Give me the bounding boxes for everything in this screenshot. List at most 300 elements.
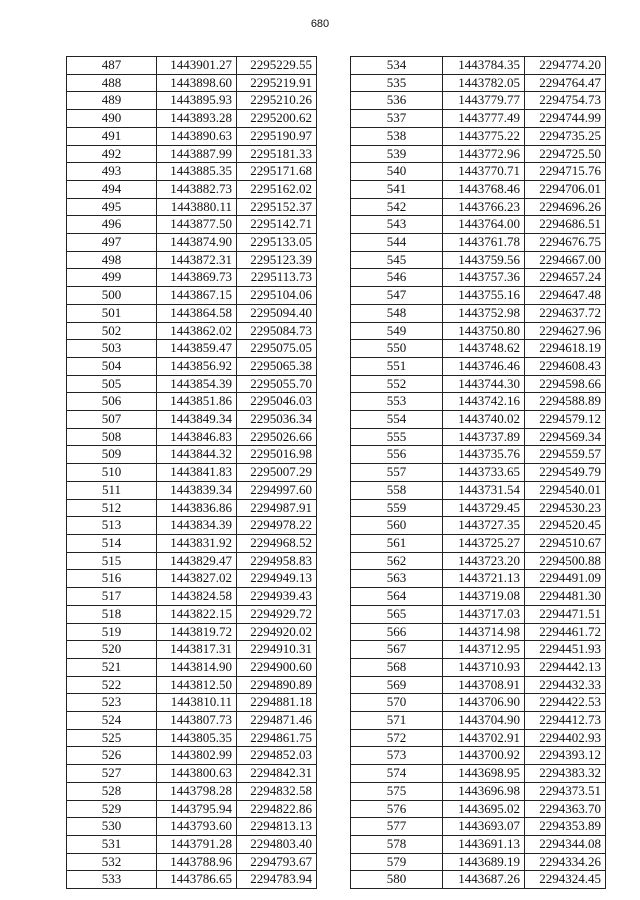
y-coordinate-cell: 2294754.73 <box>525 92 606 110</box>
y-coordinate-cell: 2294813.13 <box>237 818 317 836</box>
point-id-cell: 494 <box>67 180 157 198</box>
point-id-cell: 495 <box>67 198 157 216</box>
table-row <box>351 411 606 429</box>
x-coordinate-cell: 1443755.16 <box>443 287 525 305</box>
table-row <box>67 552 317 570</box>
x-coordinate-cell: 1443777.49 <box>443 110 525 128</box>
point-id-cell: 574 <box>351 765 443 783</box>
point-id-cell: 563 <box>351 570 443 588</box>
x-coordinate-cell: 1443742.16 <box>443 393 525 411</box>
x-coordinate-cell: 1443798.28 <box>157 782 237 800</box>
table-row <box>67 127 317 145</box>
table-row <box>351 835 606 853</box>
table-row <box>67 198 317 216</box>
point-id-cell: 497 <box>67 234 157 252</box>
x-coordinate-cell: 1443829.47 <box>157 552 237 570</box>
table-row <box>351 871 606 889</box>
table-row <box>351 145 606 163</box>
x-coordinate-cell: 1443695.02 <box>443 800 525 818</box>
point-id-cell: 500 <box>67 287 157 305</box>
y-coordinate-cell: 2294569.34 <box>525 428 606 446</box>
y-coordinate-cell: 2294481.30 <box>525 588 606 606</box>
table-row <box>67 835 317 853</box>
point-id-cell: 509 <box>67 446 157 464</box>
x-coordinate-cell: 1443880.11 <box>157 198 237 216</box>
y-coordinate-cell: 2295104.06 <box>237 287 317 305</box>
point-id-cell: 510 <box>67 464 157 482</box>
y-coordinate-cell: 2295229.55 <box>237 57 317 75</box>
x-coordinate-cell: 1443687.26 <box>443 871 525 889</box>
y-coordinate-cell: 2294344.08 <box>525 835 606 853</box>
y-coordinate-cell: 2294676.75 <box>525 234 606 252</box>
x-coordinate-cell: 1443759.56 <box>443 251 525 269</box>
point-id-cell: 550 <box>351 340 443 358</box>
y-coordinate-cell: 2295210.26 <box>237 92 317 110</box>
x-coordinate-cell: 1443793.60 <box>157 818 237 836</box>
table-row <box>351 251 606 269</box>
y-coordinate-cell: 2294696.26 <box>525 198 606 216</box>
y-coordinate-cell: 2294900.60 <box>237 658 317 676</box>
table-row <box>351 765 606 783</box>
y-coordinate-cell: 2294881.18 <box>237 694 317 712</box>
point-id-cell: 580 <box>351 871 443 889</box>
point-id-cell: 499 <box>67 269 157 287</box>
table-row <box>351 198 606 216</box>
y-coordinate-cell: 2294363.70 <box>525 800 606 818</box>
x-coordinate-cell: 1443702.91 <box>443 729 525 747</box>
coordinate-table-left <box>66 56 317 889</box>
x-coordinate-cell: 1443895.93 <box>157 92 237 110</box>
x-coordinate-cell: 1443725.27 <box>443 534 525 552</box>
x-coordinate-cell: 1443710.93 <box>443 658 525 676</box>
x-coordinate-cell: 1443750.80 <box>443 322 525 340</box>
y-coordinate-cell: 2294686.51 <box>525 216 606 234</box>
point-id-cell: 562 <box>351 552 443 570</box>
point-id-cell: 571 <box>351 712 443 730</box>
x-coordinate-cell: 1443822.15 <box>157 605 237 623</box>
table-row <box>351 782 606 800</box>
table-row <box>67 446 317 464</box>
table-row <box>67 464 317 482</box>
table-row <box>67 304 317 322</box>
x-coordinate-cell: 1443748.62 <box>443 340 525 358</box>
x-coordinate-cell: 1443737.89 <box>443 428 525 446</box>
point-id-cell: 519 <box>67 623 157 641</box>
x-coordinate-cell: 1443819.72 <box>157 623 237 641</box>
y-coordinate-cell: 2294402.93 <box>525 729 606 747</box>
point-id-cell: 566 <box>351 623 443 641</box>
table-row <box>351 517 606 535</box>
x-coordinate-cell: 1443844.32 <box>157 446 237 464</box>
table-row <box>351 216 606 234</box>
point-id-cell: 498 <box>67 251 157 269</box>
y-coordinate-cell: 2295026.66 <box>237 428 317 446</box>
point-id-cell: 553 <box>351 393 443 411</box>
point-id-cell: 508 <box>67 428 157 446</box>
point-id-cell: 570 <box>351 694 443 712</box>
table-row <box>351 588 606 606</box>
y-coordinate-cell: 2295046.03 <box>237 393 317 411</box>
point-id-cell: 515 <box>67 552 157 570</box>
x-coordinate-cell: 1443735.76 <box>443 446 525 464</box>
y-coordinate-cell: 2295075.05 <box>237 340 317 358</box>
x-coordinate-cell: 1443689.19 <box>443 853 525 871</box>
point-id-cell: 548 <box>351 304 443 322</box>
y-coordinate-cell: 2295123.39 <box>237 251 317 269</box>
y-coordinate-cell: 2294822.86 <box>237 800 317 818</box>
y-coordinate-cell: 2295142.71 <box>237 216 317 234</box>
x-coordinate-cell: 1443805.35 <box>157 729 237 747</box>
x-coordinate-cell: 1443772.96 <box>443 145 525 163</box>
point-id-cell: 549 <box>351 322 443 340</box>
table-row <box>67 747 317 765</box>
point-id-cell: 572 <box>351 729 443 747</box>
table-row <box>351 446 606 464</box>
y-coordinate-cell: 2294929.72 <box>237 605 317 623</box>
table-row <box>67 605 317 623</box>
y-coordinate-cell: 2294540.01 <box>525 481 606 499</box>
point-id-cell: 530 <box>67 818 157 836</box>
table-row <box>351 304 606 322</box>
table-row <box>351 694 606 712</box>
table-row <box>351 552 606 570</box>
point-id-cell: 551 <box>351 357 443 375</box>
point-id-cell: 522 <box>67 676 157 694</box>
point-id-cell: 488 <box>67 74 157 92</box>
y-coordinate-cell: 2295007.29 <box>237 464 317 482</box>
x-coordinate-cell: 1443775.22 <box>443 127 525 145</box>
x-coordinate-cell: 1443877.50 <box>157 216 237 234</box>
y-coordinate-cell: 2295036.34 <box>237 411 317 429</box>
table-row <box>67 676 317 694</box>
point-id-cell: 520 <box>67 641 157 659</box>
table-row <box>67 92 317 110</box>
point-id-cell: 489 <box>67 92 157 110</box>
y-coordinate-cell: 2294373.51 <box>525 782 606 800</box>
table-row <box>351 800 606 818</box>
point-id-cell: 523 <box>67 694 157 712</box>
point-id-cell: 517 <box>67 588 157 606</box>
point-id-cell: 526 <box>67 747 157 765</box>
table-row <box>351 110 606 128</box>
y-coordinate-cell: 2294939.43 <box>237 588 317 606</box>
x-coordinate-cell: 1443802.99 <box>157 747 237 765</box>
point-id-cell: 558 <box>351 481 443 499</box>
table-row <box>67 411 317 429</box>
table-row <box>351 605 606 623</box>
x-coordinate-cell: 1443864.58 <box>157 304 237 322</box>
x-coordinate-cell: 1443874.90 <box>157 234 237 252</box>
point-id-cell: 554 <box>351 411 443 429</box>
y-coordinate-cell: 2294461.72 <box>525 623 606 641</box>
table-row <box>351 163 606 181</box>
x-coordinate-cell: 1443854.39 <box>157 375 237 393</box>
point-id-cell: 521 <box>67 658 157 676</box>
y-coordinate-cell: 2294520.45 <box>525 517 606 535</box>
table-row <box>67 287 317 305</box>
x-coordinate-cell: 1443698.95 <box>443 765 525 783</box>
point-id-cell: 552 <box>351 375 443 393</box>
y-coordinate-cell: 2294618.19 <box>525 340 606 358</box>
point-id-cell: 501 <box>67 304 157 322</box>
y-coordinate-cell: 2294491.09 <box>525 570 606 588</box>
y-coordinate-cell: 2294324.45 <box>525 871 606 889</box>
table-row <box>67 641 317 659</box>
x-coordinate-cell: 1443717.03 <box>443 605 525 623</box>
x-coordinate-cell: 1443761.78 <box>443 234 525 252</box>
point-id-cell: 543 <box>351 216 443 234</box>
y-coordinate-cell: 2294793.67 <box>237 853 317 871</box>
coordinate-table-right <box>350 56 606 889</box>
point-id-cell: 576 <box>351 800 443 818</box>
point-id-cell: 528 <box>67 782 157 800</box>
point-id-cell: 514 <box>67 534 157 552</box>
x-coordinate-cell: 1443824.58 <box>157 588 237 606</box>
x-coordinate-cell: 1443836.86 <box>157 499 237 517</box>
table-row <box>67 145 317 163</box>
table-row <box>351 375 606 393</box>
point-id-cell: 539 <box>351 145 443 163</box>
x-coordinate-cell: 1443770.71 <box>443 163 525 181</box>
y-coordinate-cell: 2294471.51 <box>525 605 606 623</box>
x-coordinate-cell: 1443768.46 <box>443 180 525 198</box>
y-coordinate-cell: 2294667.00 <box>525 251 606 269</box>
point-id-cell: 538 <box>351 127 443 145</box>
y-coordinate-cell: 2295133.05 <box>237 234 317 252</box>
y-coordinate-cell: 2294510.67 <box>525 534 606 552</box>
y-coordinate-cell: 2294334.26 <box>525 853 606 871</box>
table-row <box>67 534 317 552</box>
table-row <box>351 818 606 836</box>
y-coordinate-cell: 2294803.40 <box>237 835 317 853</box>
point-id-cell: 568 <box>351 658 443 676</box>
point-id-cell: 503 <box>67 340 157 358</box>
x-coordinate-cell: 1443882.73 <box>157 180 237 198</box>
x-coordinate-cell: 1443779.77 <box>443 92 525 110</box>
x-coordinate-cell: 1443901.27 <box>157 57 237 75</box>
x-coordinate-cell: 1443791.28 <box>157 835 237 853</box>
table-row <box>351 641 606 659</box>
x-coordinate-cell: 1443721.13 <box>443 570 525 588</box>
table-row <box>67 658 317 676</box>
y-coordinate-cell: 2295152.37 <box>237 198 317 216</box>
x-coordinate-cell: 1443859.47 <box>157 340 237 358</box>
table-row <box>351 428 606 446</box>
table-row <box>67 357 317 375</box>
point-id-cell: 541 <box>351 180 443 198</box>
table-row <box>67 375 317 393</box>
y-coordinate-cell: 2294422.53 <box>525 694 606 712</box>
point-id-cell: 492 <box>67 145 157 163</box>
page-number: 680 <box>310 18 330 30</box>
table-row <box>351 623 606 641</box>
table-row <box>351 712 606 730</box>
x-coordinate-cell: 1443782.05 <box>443 74 525 92</box>
x-coordinate-cell: 1443839.34 <box>157 481 237 499</box>
y-coordinate-cell: 2295055.70 <box>237 375 317 393</box>
x-coordinate-cell: 1443795.94 <box>157 800 237 818</box>
point-id-cell: 547 <box>351 287 443 305</box>
point-id-cell: 537 <box>351 110 443 128</box>
table-row <box>351 570 606 588</box>
point-id-cell: 560 <box>351 517 443 535</box>
y-coordinate-cell: 2294637.72 <box>525 304 606 322</box>
x-coordinate-cell: 1443807.73 <box>157 712 237 730</box>
y-coordinate-cell: 2294353.89 <box>525 818 606 836</box>
table-row <box>67 269 317 287</box>
x-coordinate-cell: 1443856.92 <box>157 357 237 375</box>
point-id-cell: 516 <box>67 570 157 588</box>
y-coordinate-cell: 2295084.73 <box>237 322 317 340</box>
table-row <box>67 765 317 783</box>
point-id-cell: 525 <box>67 729 157 747</box>
x-coordinate-cell: 1443708.91 <box>443 676 525 694</box>
point-id-cell: 579 <box>351 853 443 871</box>
x-coordinate-cell: 1443704.90 <box>443 712 525 730</box>
y-coordinate-cell: 2294706.01 <box>525 180 606 198</box>
point-id-cell: 518 <box>67 605 157 623</box>
x-coordinate-cell: 1443693.07 <box>443 818 525 836</box>
point-id-cell: 575 <box>351 782 443 800</box>
point-id-cell: 546 <box>351 269 443 287</box>
y-coordinate-cell: 2294735.25 <box>525 127 606 145</box>
x-coordinate-cell: 1443841.83 <box>157 464 237 482</box>
table-row <box>67 74 317 92</box>
table-row <box>67 163 317 181</box>
x-coordinate-cell: 1443814.90 <box>157 658 237 676</box>
point-id-cell: 555 <box>351 428 443 446</box>
y-coordinate-cell: 2294559.57 <box>525 446 606 464</box>
y-coordinate-cell: 2294579.12 <box>525 411 606 429</box>
x-coordinate-cell: 1443723.20 <box>443 552 525 570</box>
point-id-cell: 540 <box>351 163 443 181</box>
y-coordinate-cell: 2295171.68 <box>237 163 317 181</box>
table-row <box>351 92 606 110</box>
table-row <box>67 871 317 889</box>
point-id-cell: 533 <box>67 871 157 889</box>
point-id-cell: 535 <box>351 74 443 92</box>
table-row <box>67 481 317 499</box>
x-coordinate-cell: 1443766.23 <box>443 198 525 216</box>
x-coordinate-cell: 1443700.92 <box>443 747 525 765</box>
y-coordinate-cell: 2294588.89 <box>525 393 606 411</box>
table-row <box>351 534 606 552</box>
y-coordinate-cell: 2294871.46 <box>237 712 317 730</box>
point-id-cell: 512 <box>67 499 157 517</box>
point-id-cell: 545 <box>351 251 443 269</box>
point-id-cell: 556 <box>351 446 443 464</box>
table-row <box>351 74 606 92</box>
table-row <box>351 747 606 765</box>
y-coordinate-cell: 2294774.20 <box>525 57 606 75</box>
table-row <box>351 464 606 482</box>
table-row <box>67 216 317 234</box>
table-row <box>67 428 317 446</box>
y-coordinate-cell: 2294442.13 <box>525 658 606 676</box>
y-coordinate-cell: 2294393.12 <box>525 747 606 765</box>
point-id-cell: 565 <box>351 605 443 623</box>
point-id-cell: 506 <box>67 393 157 411</box>
y-coordinate-cell: 2294958.83 <box>237 552 317 570</box>
table-row <box>67 340 317 358</box>
x-coordinate-cell: 1443706.90 <box>443 694 525 712</box>
y-coordinate-cell: 2294383.32 <box>525 765 606 783</box>
point-id-cell: 507 <box>67 411 157 429</box>
table-row <box>351 127 606 145</box>
table-row <box>351 499 606 517</box>
point-id-cell: 578 <box>351 835 443 853</box>
table-row <box>67 623 317 641</box>
y-coordinate-cell: 2294910.31 <box>237 641 317 659</box>
point-id-cell: 561 <box>351 534 443 552</box>
y-coordinate-cell: 2294725.50 <box>525 145 606 163</box>
x-coordinate-cell: 1443712.95 <box>443 641 525 659</box>
table-row <box>351 287 606 305</box>
table-row <box>67 251 317 269</box>
x-coordinate-cell: 1443786.65 <box>157 871 237 889</box>
y-coordinate-cell: 2294608.43 <box>525 357 606 375</box>
x-coordinate-cell: 1443733.65 <box>443 464 525 482</box>
y-coordinate-cell: 2294978.22 <box>237 517 317 535</box>
table-row <box>67 234 317 252</box>
point-id-cell: 573 <box>351 747 443 765</box>
point-id-cell: 569 <box>351 676 443 694</box>
x-coordinate-cell: 1443731.54 <box>443 481 525 499</box>
x-coordinate-cell: 1443784.35 <box>443 57 525 75</box>
y-coordinate-cell: 2295190.97 <box>237 127 317 145</box>
y-coordinate-cell: 2294715.76 <box>525 163 606 181</box>
x-coordinate-cell: 1443719.08 <box>443 588 525 606</box>
x-coordinate-cell: 1443727.35 <box>443 517 525 535</box>
x-coordinate-cell: 1443800.63 <box>157 765 237 783</box>
point-id-cell: 493 <box>67 163 157 181</box>
point-id-cell: 559 <box>351 499 443 517</box>
y-coordinate-cell: 2294549.79 <box>525 464 606 482</box>
x-coordinate-cell: 1443714.98 <box>443 623 525 641</box>
point-id-cell: 513 <box>67 517 157 535</box>
table-row <box>351 357 606 375</box>
x-coordinate-cell: 1443851.86 <box>157 393 237 411</box>
y-coordinate-cell: 2294432.33 <box>525 676 606 694</box>
table-row <box>351 269 606 287</box>
point-id-cell: 564 <box>351 588 443 606</box>
x-coordinate-cell: 1443827.02 <box>157 570 237 588</box>
x-coordinate-cell: 1443862.02 <box>157 322 237 340</box>
x-coordinate-cell: 1443696.98 <box>443 782 525 800</box>
table-row <box>351 234 606 252</box>
x-coordinate-cell: 1443831.92 <box>157 534 237 552</box>
point-id-cell: 577 <box>351 818 443 836</box>
x-coordinate-cell: 1443729.45 <box>443 499 525 517</box>
x-coordinate-cell: 1443849.34 <box>157 411 237 429</box>
x-coordinate-cell: 1443834.39 <box>157 517 237 535</box>
point-id-cell: 531 <box>67 835 157 853</box>
x-coordinate-cell: 1443788.96 <box>157 853 237 871</box>
x-coordinate-cell: 1443810.11 <box>157 694 237 712</box>
table-row <box>67 57 317 75</box>
table-row <box>67 517 317 535</box>
point-id-cell: 496 <box>67 216 157 234</box>
y-coordinate-cell: 2294852.03 <box>237 747 317 765</box>
point-id-cell: 557 <box>351 464 443 482</box>
x-coordinate-cell: 1443752.98 <box>443 304 525 322</box>
table-row <box>351 729 606 747</box>
table-row <box>67 712 317 730</box>
y-coordinate-cell: 2294530.23 <box>525 499 606 517</box>
point-id-cell: 491 <box>67 127 157 145</box>
y-coordinate-cell: 2294987.91 <box>237 499 317 517</box>
x-coordinate-cell: 1443746.46 <box>443 357 525 375</box>
